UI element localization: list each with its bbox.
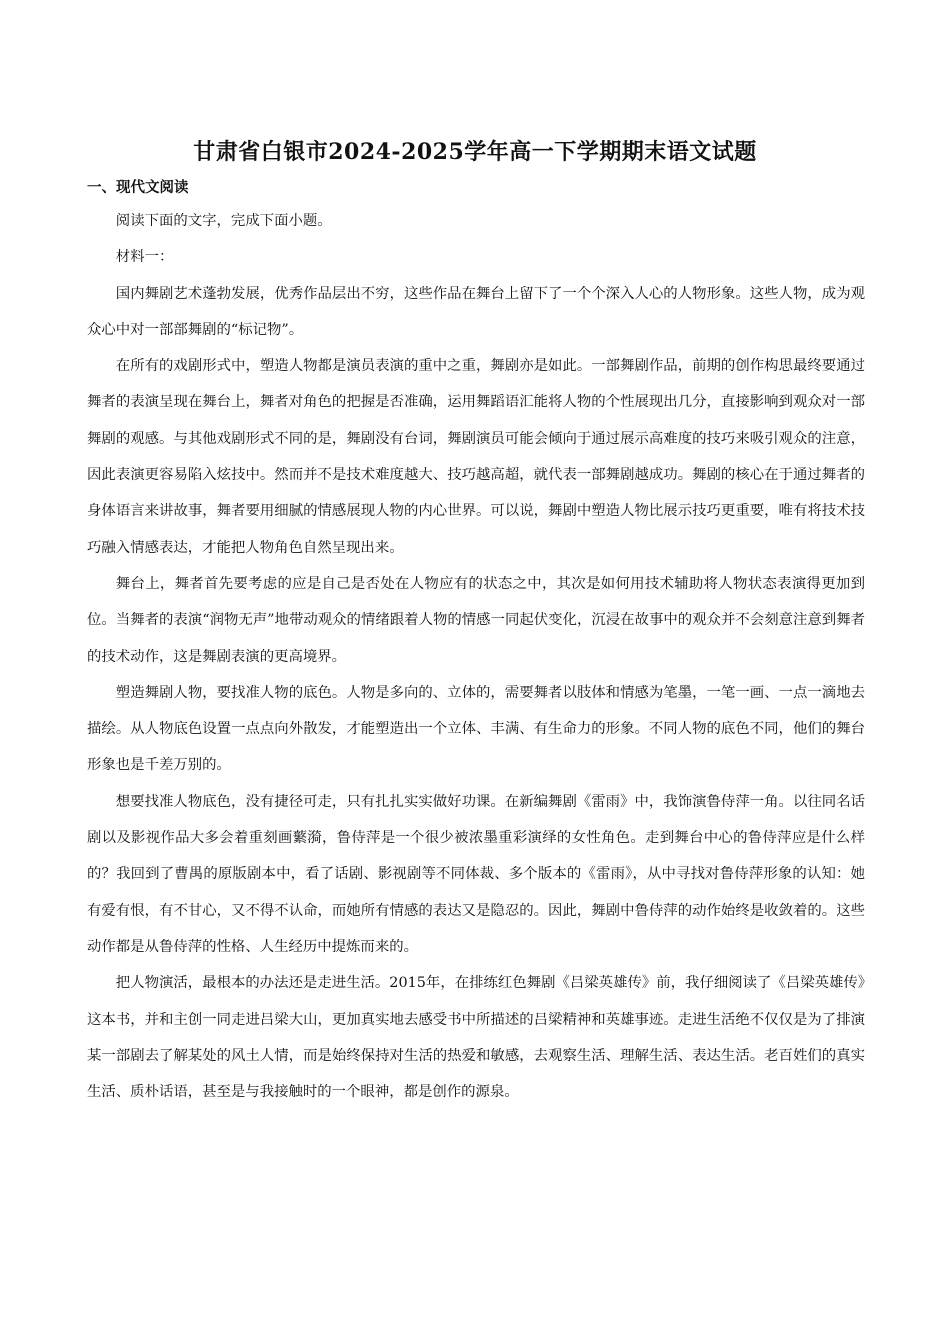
paragraph: 舞台上，舞者首先要考虑的应是自己是否处在人物应有的状态之中，其次是如何用技术辅助将人物状态表演得更加到位。当舞者的表演“润物无声”地带动观众的情绪跟着人物的情感一同起伏变化，沉浸在故事中的观众并不会刻意注意到舞者的技术动作，这是舞剧表演的更高境界。 [87,575,865,665]
paragraph: 国内舞剧艺术蓬勃发展，优秀作品层出不穷，这些作品在舞台上留下了一个个深入人心的人物形象。这些人物，成为观众心中对一部部舞剧的“标记物”。 [87,285,865,338]
paragraph: 塑造舞剧人物，要找准人物的底色。人物是多向的、立体的，需要舞者以肢体和情感为笔墨，一笔一画、一点一滴地去描绘。从人物底色设置一点点向外散发，才能塑造出一个立体、丰满、有生命力的形象。不同人物的底色不同，他们的舞台形象也是千差万别的。 [87,684,865,774]
instruction-text: 阅读下面的文字，完成下面小题。 [115,213,332,229]
page-title: 甘肃省白银市2024-2025学年高一下学期期末语文试题 [193,139,757,165]
reading-passage [87,203,865,1110]
material-label: 材料一： [115,249,174,266]
paragraph: 在所有的戏剧形式中，塑造人物都是演员表演的重中之重，舞剧亦是如此。一部舞剧作品，前期的创作构思最终要通过舞者的表演呈现在舞台上，舞者对角色的把握是否准确，运用舞蹈语汇能将人物的个性展现出几分，直接影响到观众对一部舞剧的观感。与其他戏剧形式不同的是，舞剧没有台词，舞剧演员可能会倾向于通过展示高难度的技巧来吸引观众的注意，因此表演更容易陷入炫技中。然而并不是技术难度越大、技巧越高超，就代表一部舞剧越成功。舞剧的核心在于通过舞者的身体语言来讲故事，舞者要用细腻的情感展现人物的内心世界。可以说，舞剧中塑造人物比展示技巧更重要，唯有将技术技巧融入情感表达，才能把人物角色自然呈现出来。 [87,358,865,556]
section-heading: 一、现代文阅读 [87,180,189,196]
paragraph: 想要找准人物底色，没有捷径可走，只有扎扎实实做好功课。在新编舞剧《雷雨》中，我饰演鲁侍萍一角。以往同名话剧以及影视作品大多会着重刻画蘩漪，鲁侍萍是一个很少被浓墨重彩演绎的女性角色。走到舞台中心的鲁侍萍应是什么样的？我回到了曹禺的原版剧本中，看了话剧、影视剧等不同体裁、多个版本的《雷雨》，从中寻找对鲁侍萍形象的认知：她有爱有恨，有不甘心，又不得不认命，而她所有情感的表达又是隐忍的。因此，舞剧中鲁侍萍的动作始终是收敛着的。这些动作都是从鲁侍萍的性格、人生经历中提炼而来的。 [87,793,865,955]
paragraph: 把人物演活，最根本的办法还是走进生活。2015年，在排练红色舞剧《吕梁英雄传》前，我仔细阅读了《吕梁英雄传》这本书，并和主创一同走进吕梁大山，更加真实地去感受书中所描述的吕梁精神和英雄事迹。走进生活绝不仅仅是为了排演某一部剧去了解某处的风土人情，而是始终保持对生活的热爱和敏感，去观察生活、理解生活、表达生活。老百姓们的真实生活、质朴话语，甚至是与我接触时的一个眼神，都是创作的源泉。 [87,975,865,1101]
